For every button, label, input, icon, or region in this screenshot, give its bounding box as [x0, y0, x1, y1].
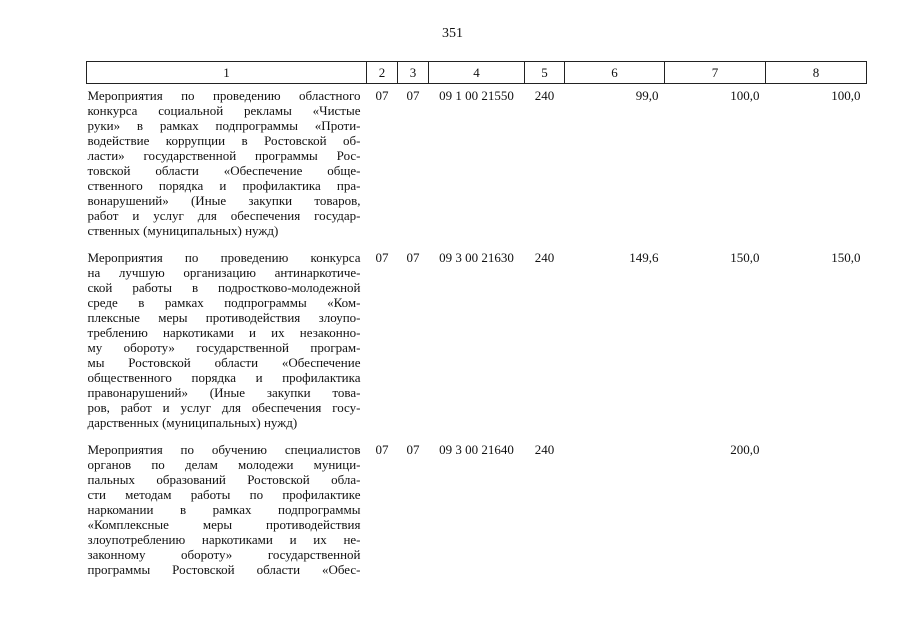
header-col-1: 1	[87, 62, 367, 84]
target-article-code: 09 1 00 21550	[439, 88, 514, 103]
amount-col-8	[766, 438, 867, 577]
table-header	[87, 62, 867, 84]
description-line: наркомании в рамках подпрограммы	[87, 502, 361, 517]
expense-type-code: 240	[534, 250, 555, 265]
description-line: ственных (муниципальных) нужд)	[87, 223, 279, 238]
description-line: программы Ростовской области «Обес-	[87, 562, 361, 577]
table-row	[87, 438, 867, 577]
row-description	[87, 438, 367, 577]
description-line: Мероприятия по проведению конкурса	[87, 250, 361, 265]
header-col-8: 8	[766, 62, 867, 84]
description-line: конкурса социальной рекламы «Чистые	[87, 103, 361, 118]
amount-col-7: 200,0	[730, 442, 760, 457]
budget-table	[86, 61, 867, 577]
description-line: Мероприятия по проведению областного	[87, 88, 361, 103]
section-code: 07	[375, 442, 389, 457]
description-line: органов по делам молодежи муници-	[87, 457, 361, 472]
description-line: мы Ростовской области «Обеспечение	[87, 355, 361, 370]
description-line: ласти» государственной программы Рос-	[87, 148, 361, 163]
amount-col-7: 100,0	[730, 88, 760, 103]
amount-col-6: 149,6	[629, 250, 659, 265]
description-line: пальных образований Ростовской обла-	[87, 472, 361, 487]
description-line: «Комплексные меры противодействия	[87, 517, 361, 532]
amount-col-8: 150,0	[831, 250, 861, 265]
row-description	[87, 84, 367, 239]
description-line: дарственных (муниципальных) нужд)	[87, 415, 298, 430]
amount-col-6: 99,0	[635, 88, 659, 103]
subsection-code: 07	[406, 88, 420, 103]
row-spacer	[87, 238, 867, 246]
description-line: злоупотреблению наркотиками и их не-	[87, 532, 361, 547]
description-line: сти методам работы по профилактике	[87, 487, 361, 502]
description-line: треблению наркотиками и их незаконно-	[87, 325, 361, 340]
description-line: на лучшую организацию антинаркотиче-	[87, 265, 361, 280]
description-line: вонарушений» (Иные закупки товаров,	[87, 193, 361, 208]
description-line: руки» в рамках подпрограммы «Проти-	[87, 118, 361, 133]
header-col-2: 2	[367, 62, 398, 84]
header-col-5: 5	[525, 62, 565, 84]
description-line: ственного порядка и профилактика пра-	[87, 178, 361, 193]
description-line: законному обороту» государственной	[87, 547, 361, 562]
description-line: правонарушений» (Иные закупки това-	[87, 385, 361, 400]
description-line: водействие коррупции в Ростовской об-	[87, 133, 361, 148]
header-col-3: 3	[398, 62, 429, 84]
table-body	[87, 84, 867, 578]
expense-type-code: 240	[534, 88, 555, 103]
description-line: товской области «Обеспечение обще-	[87, 163, 361, 178]
section-code: 07	[375, 88, 389, 103]
row-spacer	[87, 430, 867, 438]
expense-type-code: 240	[534, 442, 555, 457]
description-line: му обороту» государственной програм-	[87, 340, 361, 355]
row-description	[87, 246, 367, 430]
description-line: ской работы в подростково-молодежной	[87, 280, 361, 295]
description-line: общественного порядка и профилактика	[87, 370, 361, 385]
header-col-7: 7	[665, 62, 766, 84]
header-col-4: 4	[429, 62, 525, 84]
amount-col-6	[565, 438, 665, 577]
target-article-code: 09 3 00 21630	[439, 250, 514, 265]
table-row	[87, 246, 867, 430]
table-row	[87, 84, 867, 239]
amount-col-7: 150,0	[730, 250, 760, 265]
header-col-6: 6	[565, 62, 665, 84]
description-line: плексные меры противодействия злоупо-	[87, 310, 361, 325]
target-article-code: 09 3 00 21640	[439, 442, 514, 457]
subsection-code: 07	[406, 442, 420, 457]
subsection-code: 07	[406, 250, 420, 265]
description-line: Мероприятия по обучению специалистов	[87, 442, 361, 457]
description-line: среде в рамках подпрограммы «Ком-	[87, 295, 361, 310]
description-line: ров, работ и услуг для обеспечения госу-	[87, 400, 361, 415]
description-line: работ и услуг для обеспечения государ-	[87, 208, 361, 223]
header-row	[87, 62, 867, 84]
page-number: 351	[442, 26, 463, 41]
amount-col-8: 100,0	[831, 88, 861, 103]
section-code: 07	[375, 250, 389, 265]
